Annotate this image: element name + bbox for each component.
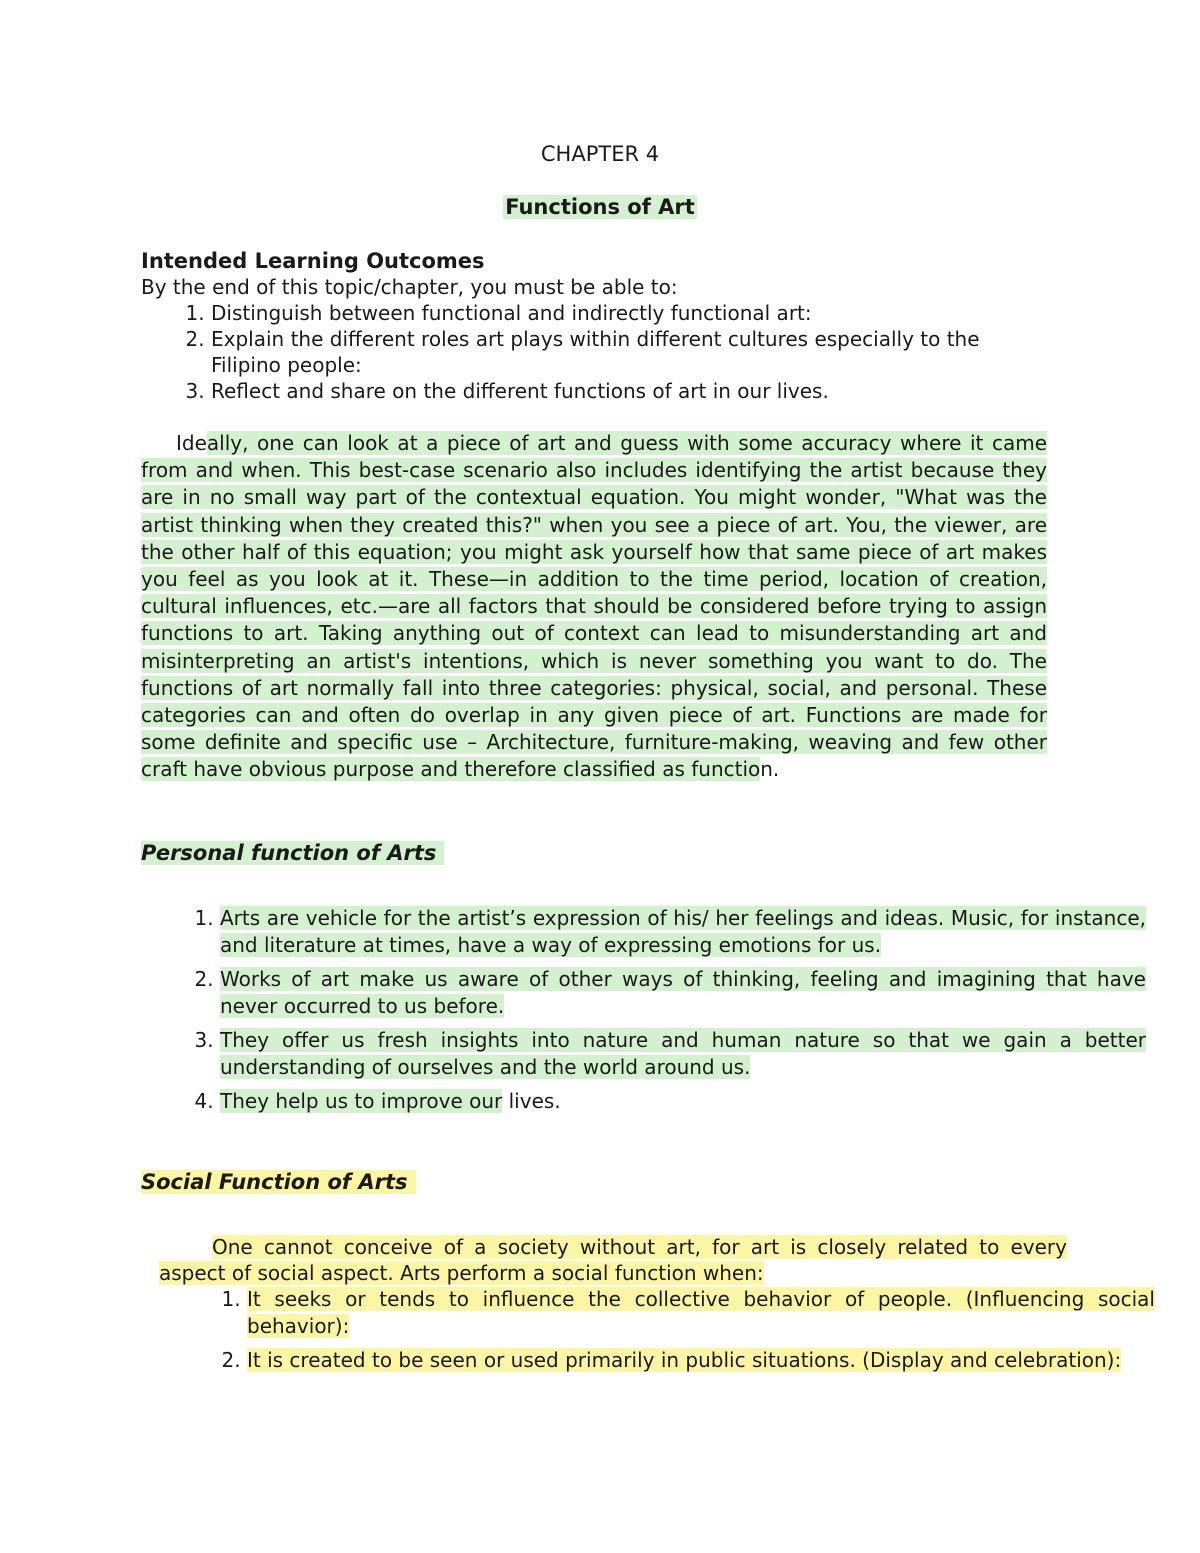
personal-function-heading-text: Personal function of Arts [141, 841, 444, 865]
intro-tail: n. [760, 757, 780, 782]
list-item: 3. Reflect and share on the different functions of art in our lives. [211, 378, 1051, 404]
page-title [0, 195, 1200, 219]
list-item: 2. It is created to be seen or used primarily in public situations. (Display and celebration): [247, 1347, 1155, 1374]
list-item: 1. Distinguish between functional and indirectly functional art: [211, 300, 1051, 326]
intro-first-chars: Ide [176, 431, 207, 455]
social-function-intro: One cannot conceive of a society without art, for art is closely related to every aspect of social aspect. Arts perform a social function when: [159, 1235, 1067, 1285]
learning-outcomes-heading: Intended Learning Outcomes [141, 249, 485, 273]
page-title-text: Functions of Art [505, 195, 695, 219]
social-function-heading-text: Social Function of Arts [141, 1170, 416, 1194]
intro-highlighted-text: ally, one can look at a piece of art and guess with some accuracy where it came from and when. This best-case scenario also includes identifying the artist because they are in no small way part of the contextual equation. You might wonder, "What was the artist thinking when they created this?" when you see a piece of art. You, the viewer, are the other half of this equation; you might ask yourself how that same piece of art makes you feel as you look at it. These—in addition to the time period, location of creation, cultural influences, etc.—are all factors that should be considered before trying to assign functions to art. Taking anything out of context can lead to misunderstanding art and misinterpreting an artist's intentions, which is never something you want to do. The functions of art normally fall into three categories: physical, social, and personal. These categories can and often do overlap in any given piece of art. Functions are made for some definite and specific use – Architecture, furniture-making, weaving and few other craft have obvious purpose and therefore classified as functio [141, 431, 1047, 782]
social-function-list [159, 1286, 1155, 1381]
personal-function-heading [141, 841, 444, 865]
list-item: 2. Explain the different roles art plays within different cultures especially to the Filipino people: [211, 326, 1051, 378]
chapter-label: CHAPTER 4 [540, 142, 660, 166]
list-item: 1. It seeks or tends to influence the collective behavior of people. (Influencing social behavior): [247, 1286, 1155, 1340]
list-item: 1. Arts are vehicle for the artist’s expression of his/ her feelings and ideas. Music, for instance, and literature at times, have a way of expressing emotions for us. [220, 905, 1146, 959]
learning-outcomes-lead: By the end of this topic/chapter, you must be able to: [141, 275, 678, 299]
list-item: 3. They offer us fresh insights into nature and human nature so that we gain a better understanding of ourselves and the world around us. [220, 1027, 1146, 1081]
personal-function-list [141, 905, 1146, 1122]
learning-outcomes-list [141, 300, 1051, 404]
list-item: 2. Works of art make us aware of other ways of thinking, feeling and imagining that have never occurred to us before. [220, 966, 1146, 1020]
social-function-heading [141, 1170, 416, 1194]
learning-outcomes-section [141, 248, 1051, 404]
list-item: 4. They help us to improve our lives. [220, 1088, 1146, 1115]
intro-paragraph [141, 430, 1047, 784]
